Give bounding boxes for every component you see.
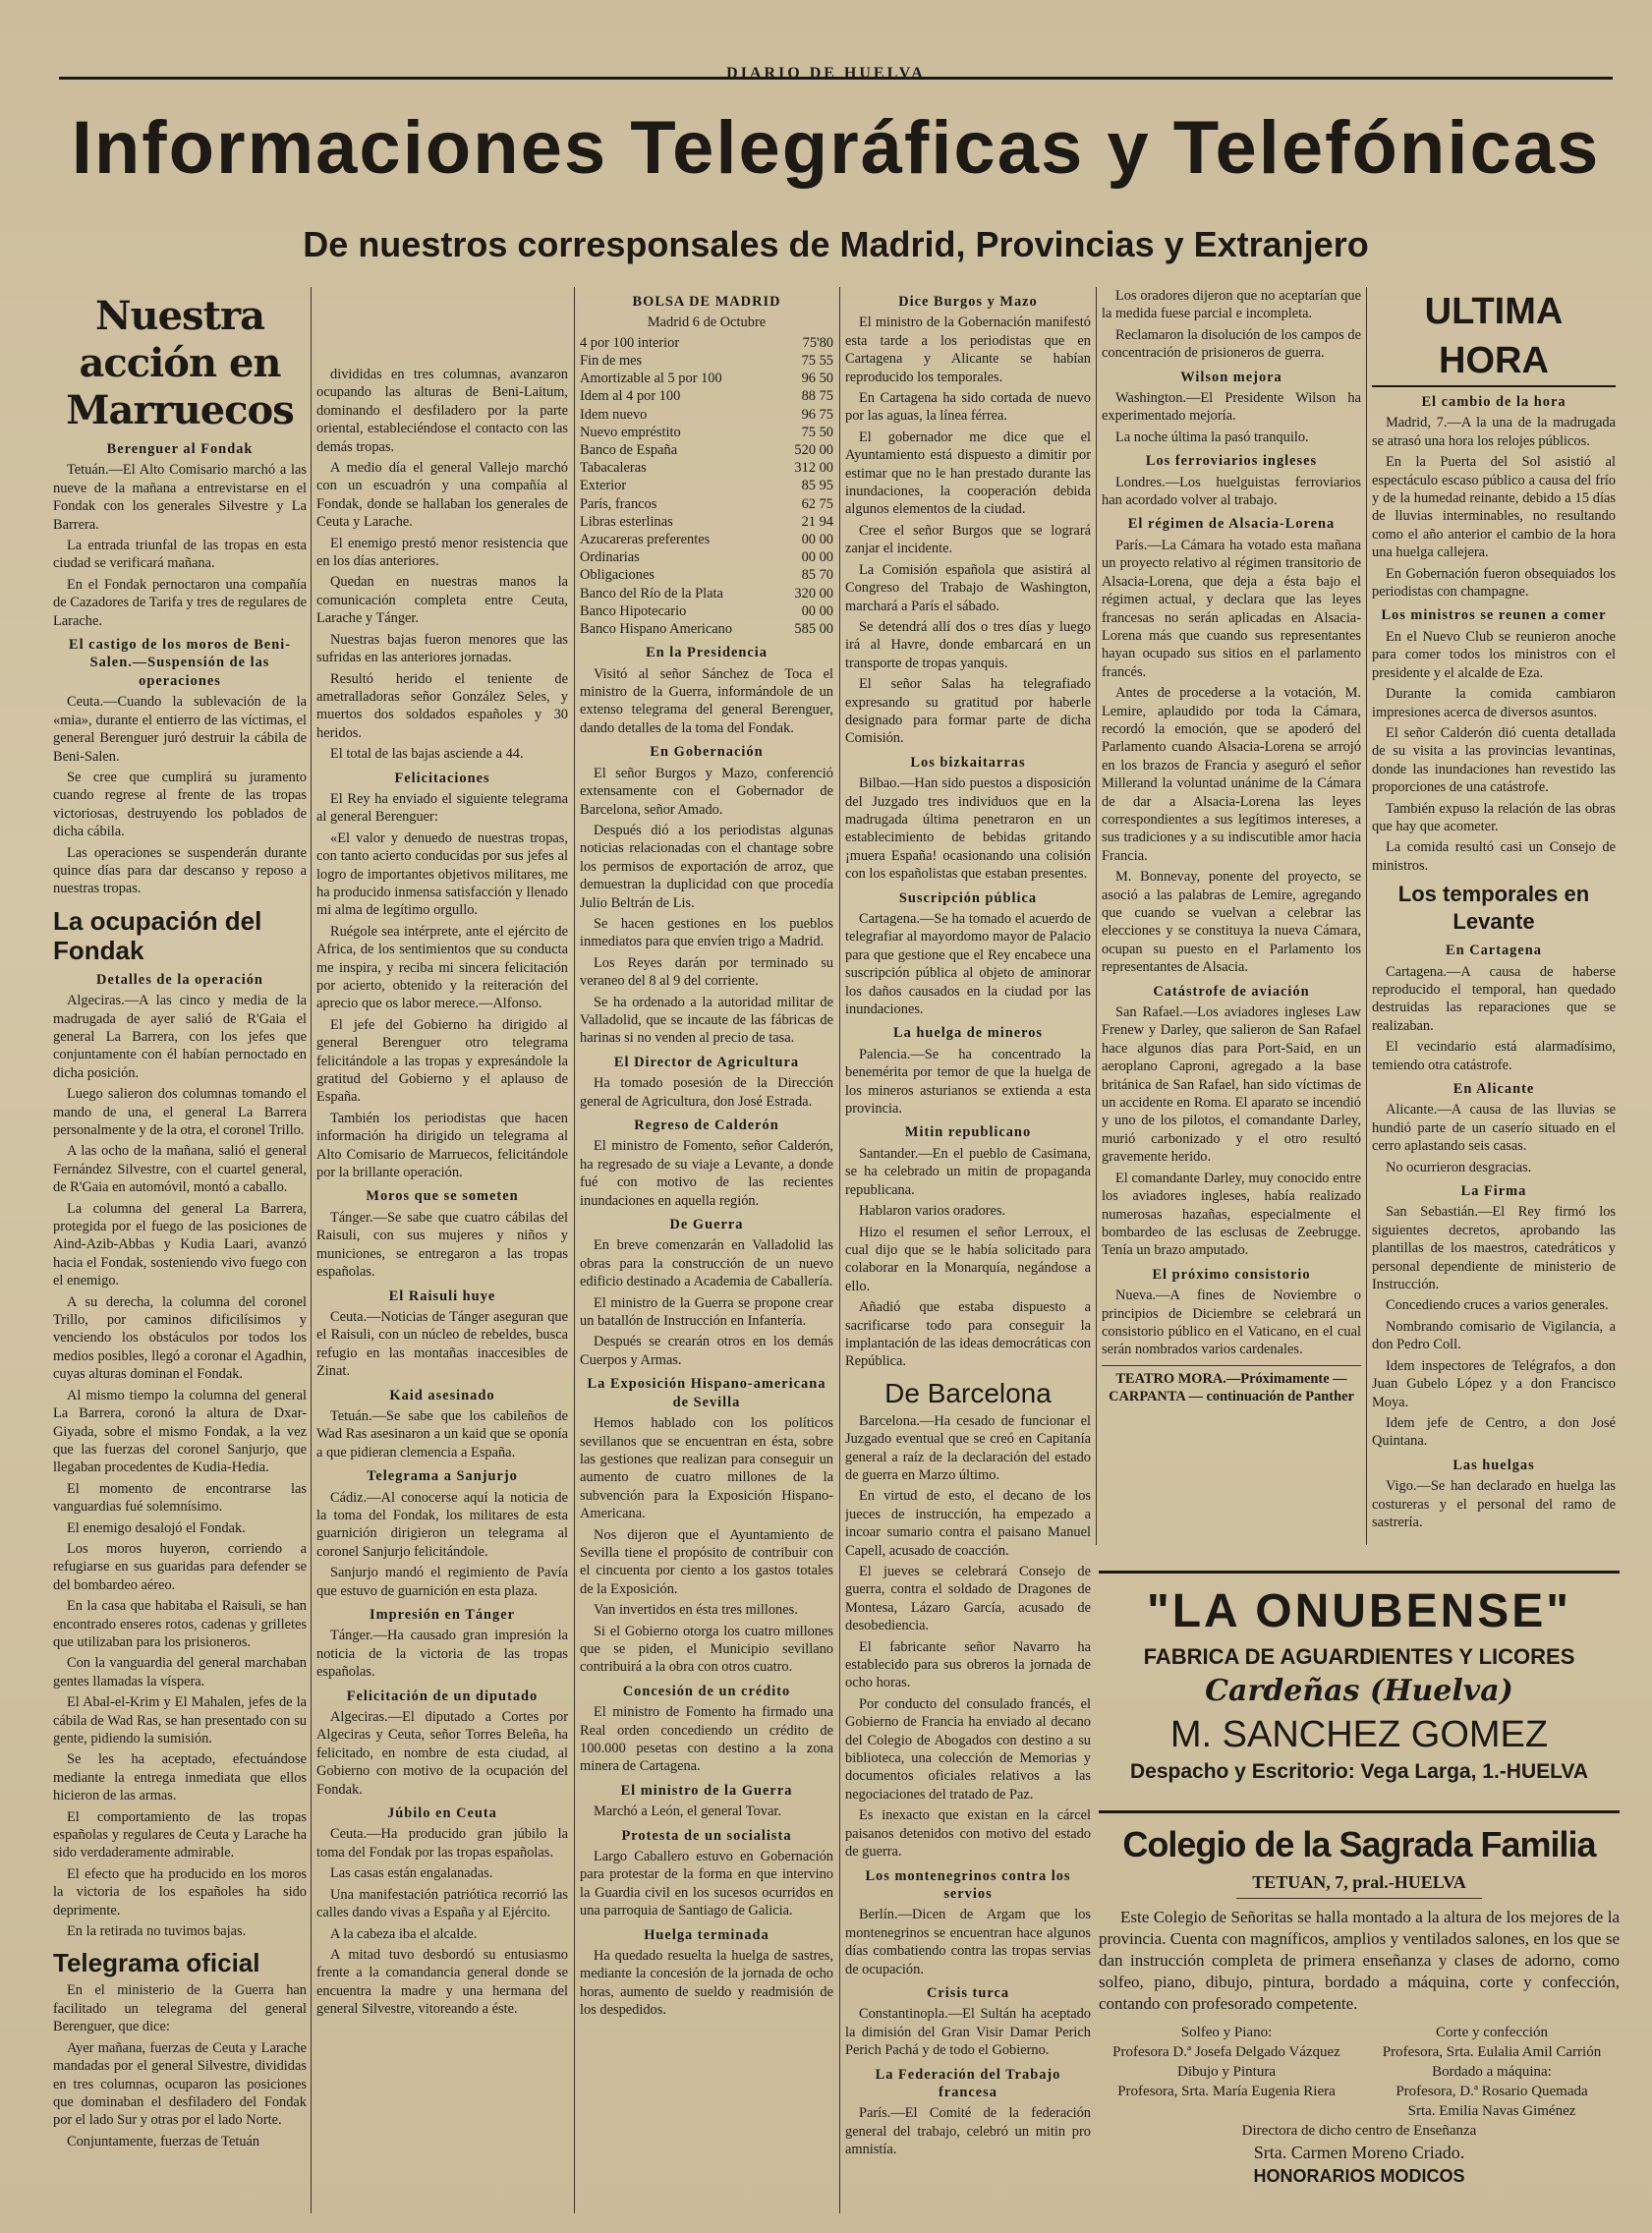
paragraph: El señor Salas ha telegrafiado expresando su gratitud por haberle designado para formar parte de dicha Comisión. [845,676,1091,747]
paragraph: Santander.—En el pueblo de Casimana, se ha celebrado un mitin de propaganda republicana. [845,1145,1091,1198]
paragraph: Nombrando comisario de Vigilancia, a don Pedro Coll. [1372,1318,1616,1353]
subheading: Regreso de Calderón [634,1117,779,1134]
paragraph: divididas en tres columnas, avanzaron ocupando las alturas de Beni-Laitum, dominando el desfiladero por la parte oriental, estableciéndose el contacto con las demás tropas. [316,367,568,455]
column-1 [53,287,307,2213]
paragraph: En el Nuevo Club se reunieron anoche para comer todos los ministros con el presidente y el alcalde de Eza. [1372,628,1616,681]
subheading: El ministro de la Guerra [620,1782,793,1799]
bolsa-row [580,334,833,352]
teacher-name: Profesora, Srta. Eulalia Amil Carrión [1382,2044,1602,2060]
paragraph: En la casa que habitaba el Raisuli, se han encontrado enseres rotos, cadenas y grilletes que utilizaban para los prisioneros. [53,1598,307,1650]
paragraph: Se detendrá allí dos o tres días y luego irá al Havre, donde embarcará en un transporte de tropas yanquis. [845,618,1091,671]
paragraph: Tetuán.—Se sabe que los cabileños de Wad Ras asesinaron a un kaid que se oponía a que pidieran clemencia a España. [316,1407,568,1460]
paragraph: Hizo el resumen el señor Lerroux, el cual dijo que se le había solicitado para colaborar en la Monarquía, negándose a ello. [845,1224,1091,1294]
paragraph: Algeciras.—A las cinco y media de la madrugada de ayer salió de R'Gaia el general La Barrera, con los jefes que conjuntamente con él habían pernoctado en dicha posición. [53,993,307,1081]
bolsa-name: Amortizable al 5 por 100 [580,371,722,387]
paragraph: Añadió que estaba dispuesto a sacrificarse todo para conseguir la implantación de las ideas democráticas con República. [845,1299,1091,1370]
paragraph: Antes de procederse a la votación, M. Lemire, aplaudido por toda la Cámara, recordó la emoción, que se apoderó del Parlamento cuando Alsacia-Lorena se arrojó en los brazos de Francia y aseguró el señor Millerand la voluntad unánime de la Cámara de dar a Alsacia-Lorena las leyes correspondientes a sus legítimos intereses, a sus tradiciones y a su indiscutible amor hacia Francia. [1102,685,1361,864]
paragraph: Una manifestación patriótica recorrió las calles dando vivas a España y al Ejército. [316,1886,568,1921]
paragraph: La entrada triunfal de las tropas en esta ciudad se verificará mañana. [53,538,307,572]
subheading: El Director de Agricultura [613,1054,800,1070]
bolsa-row [580,566,833,584]
paragraph: Al mismo tiempo la columna del general La Barrera, coronó la altura de Dxar-Giyada, sobre el mismo Fondak, a la vez que las fuerzas del coronel Sanjurjo, que llegaban procedentes de Kudia-Hedia. [53,1387,307,1476]
paragraph: El señor Burgos y Mazo, conferenció extensamente con el Gobernador de Barcelona, señor Amado. [580,765,833,818]
subheading: La Exposición Hispano-americana de Sevilla [587,1376,826,1410]
section-heading: Telegrama oficial [53,1948,260,1978]
paragraph: En breve comenzarán en Valladolid las obras para la construcción de un nuevo edificio destinado a Academia de Caballería. [580,1237,833,1290]
paragraph: Sanjurjo mandó el regimiento de Pavía que estuvo de guarnición en esta plaza. [316,1565,568,1599]
subheading: Los ministros se reunen a comer [1381,607,1607,624]
ad-teachers [1099,2023,1620,2121]
bolsa-row [580,602,833,620]
paragraph: Las operaciones se suspenderán durante quince días para dar descanso y reposo a nuestras tropas. [53,844,307,897]
subheading: Los montenegrinos contra los servios [865,1867,1071,1902]
paragraph: La Comisión española que asistirá al Congreso del Trabajo de Washington, marchará a París el sábado. [845,561,1091,614]
paragraph: Ceuta.—Ha producido gran júbilo la toma del Fondak por las tropas españolas. [316,1826,568,1861]
paragraph: Es inexacto que existan en la cárcel paisanos detenidos con motivo del estado de guerra. [845,1807,1091,1861]
paragraph: A las ocho de la mañana, salió el general Fernández Silvestre, con el cuartel general, de R'Gaia en automóvil, montó a caballo. [53,1143,307,1196]
honorarios: HONORARIOS MODICOS [1253,2166,1465,2186]
paragraph: El jefe del Gobierno ha dirigido al general Berenguer otro telegrama felicitándole a las tropas y expresándole la gratitud del Gobierno y el aplauso de España. [316,1016,568,1106]
teachers-left [1099,2023,1354,2121]
paragraph: El efecto que ha producido en los moros la victoria de los españoles ha sido deprimente. [53,1865,307,1918]
paragraph: Tetuán.—El Alto Comisario marchó a las nueve de la mañana a entrevistarse en el Fondak con los generales Silvestre y La Barrera. [53,462,307,533]
paragraph: Resultó herido el teniente de ametralladoras señor González Seles, y muertos dos soldados españoles y 30 heridos. [316,670,568,741]
bolsa-value: 62 75 [801,495,833,512]
theatre-notice: TEATRO MORA.—Próximamente — CARPANTA — continuación de Panther [1102,1365,1361,1406]
subheading: En la Presidencia [646,645,768,661]
directora-name: Srta. Carmen Moreno Criado. [1253,2143,1465,2162]
bolsa-row [580,352,833,370]
paragraph: San Sebastián.—El Rey firmó los siguientes decretos, aprobando las plantillas de los maestros, catedráticos y personal dependiente de ministerio de Instrucción. [1372,1204,1616,1293]
teacher-name: Profesora D.ª Josefa Delgado Vázquez [1112,2044,1340,2060]
subheading: Impresión en Tánger [370,1607,515,1623]
bolsa-name: Banco del Río de la Plata [580,585,723,601]
column-2 [316,366,568,2213]
paragraph: Se hacen gestiones en los pueblos inmediatos para que envíen trigo a Madrid. [580,915,833,950]
bolsa-name: Exterior [580,478,627,494]
bolsa-name: 4 por 100 interior [580,334,680,351]
paragraph: Idem jefe de Centro, a don José Quintana. [1372,1414,1616,1450]
paragraph: Constantinopla.—El Sultán ha aceptado la dimisión del Gran Visir Damar Perich Perich Pachá y de todo el Gobierno. [845,2006,1091,2059]
bolsa-name: Libras esterlinas [580,513,673,530]
directora-label: Directora de dicho centro de Enseñanza [1241,2123,1477,2139]
subheading: Los ferroviarios ingleses [1145,453,1318,470]
paragraph: Se les ha aceptado, efectuándose mediante la entrega inmediata que ellos hicieron de las armas. [53,1751,307,1804]
paragraph: El ministro de Fomento, señor Calderón, ha regresado de su viaje a Levante, a donde fué con motivo de las recientes inundaciones en aquella región. [580,1138,833,1209]
teacher-heading: Bordado a máquina: [1432,2064,1552,2080]
subheading: Las huelgas [1453,1457,1535,1473]
ad-line: FABRICA DE AGUARDIENTES Y LICORES [1143,1644,1575,1669]
paragraph: Tánger.—Se sabe que cuatro cábilas del Raisuli, con sus mujeres y niños y municiones, se entregaron a las tropas españolas. [316,1209,568,1281]
paragraph: En la Puerta del Sol asistió al espectáculo escaso público a causa del frío y de la humedad reinante, debido a 15 días de lluvias interminables, no resultando como el año anterior el cambio de la hora una huelga callejera. [1372,454,1616,561]
paragraph: Vigo.—Se han declarado en huelga las costureras y el personal del ramo de sastrería. [1372,1478,1616,1530]
subheading: Júbilo en Ceuta [387,1805,497,1822]
column-rule [311,287,312,2213]
paragraph: Los Reyes darán por terminado su veraneo del 8 al 9 del corriente. [580,954,833,990]
paragraph: Quedan en nuestras manos la comunicación completa entre Ceuta, Larache y Tánger. [316,574,568,627]
paragraph: El enemigo desalojó el Fondak. [67,1519,246,1536]
ad-line: Cardeñas (Huelva) [1205,1674,1513,1708]
subheading: En Alicante [1453,1081,1535,1097]
bolsa-row [580,477,833,494]
subheading: En Gobernación [650,744,764,761]
ad-address: TETUAN, 7, pral.-HUELVA [1236,1870,1482,1899]
paragraph: Después dió a los periodistas algunas noticias relacionadas con el chantage sobre los permisos de exportación de arroz, que demuestran la duplicidad con que procedía Julio Beltrán de Lis. [580,822,833,911]
bolsa-table [580,334,833,638]
paragraph: Cartagena.—A causa de haberse reproducido el temporal, han quedado destruidas las reparaciones que se realizaban. [1372,963,1616,1034]
paragraph: Reclamaron la disolución de los campos de concentración de prisioneros de guerra. [1102,326,1361,362]
subheading: Felicitaciones [394,770,490,786]
subheading: En Cartagena [1446,943,1542,959]
subheading: Mitin republicano [904,1124,1032,1141]
masthead-subtitle: De nuestros corresponsales de Madrid, Provincias y Extranjero [303,224,1369,264]
bolsa-name: Azucareras preferentes [580,532,711,548]
bolsa-row [580,424,833,441]
ad-colegio [1099,1810,1620,2226]
paragraph: Washington.—El Presidente Wilson ha experimentado mejoría. [1102,390,1361,425]
bolsa-heading: BOLSA DE MADRID [632,294,781,310]
paragraph: Ha quedado resuelta la huelga de sastres, mediante la concesión de la jornada de ocho horas, aumento de sueldo y readmisión de los despedidos. [580,1948,833,2019]
paragraph: En el ministerio de la Guerra han facilitado un telegrama del general Berenguer, que dice: [53,1982,307,2035]
bolsa-name: Tabacaleras [580,460,647,477]
section-heading: Los temporales en Levante [1397,882,1590,935]
subheading: La Firma [1460,1183,1527,1200]
paragraph: El Abal-el-Krim y El Mahalen, jefes de la cábila de Wad Ras, se han presentado con su gente, pidiendo la sumisión. [53,1694,307,1746]
bolsa-name: Nuevo empréstito [580,424,681,440]
bolsa-name: Idem al 4 por 100 [580,388,681,405]
subheading: La Federación del Trabajo francesa [875,2066,1061,2100]
masthead: Informaciones Telegráficas y Telefónicas [71,106,1601,190]
bolsa-row [580,387,833,405]
subheading: De Guerra [669,1217,744,1233]
subheading: Dice Burgos y Mazo [898,294,1038,310]
ad-la-onubense [1099,1571,1620,1809]
paragraph: Los moros huyeron, corriendo a refugiarse en sus guaridas para defender se del bombardeo aéreo. [53,1540,307,1593]
subheading: Wilson mejora [1180,369,1282,385]
paragraph: Por conducto del consulado francés, el Gobierno de Francia ha enviado al decano del Colegio de Abogados con destino a su biblioteca, una colección de Memorias y documentos oficiales relativos a las negociaciones del tratado de Paz. [845,1695,1091,1803]
paragraph: Idem inspectores de Telégrafos, a don Juan Gubelo López y a don Francisco Moya. [1372,1357,1616,1410]
subheading: Suscripción pública [898,889,1038,906]
paragraph: En el Fondak pernoctaron una compañía de Cazadores de Tarifa y tres de regulares de Larache. [53,576,307,629]
paragraph: Algeciras.—El diputado a Cortes por Algeciras y Ceuta, señor Torres Beleña, ha felicitado, en nombre de esta ciudad, al Gobierno con motivo de la ocupación del Fondak. [316,1709,568,1798]
column-5 [1102,287,1361,1565]
paragraph: Ayer mañana, fuerzas de Ceuta y Larache mandadas por el general Silvestre, divididas en tres columnas, ocuparon las posiciones que dominaban el desfiladero del Fondak por el lado Sur y otras por el lado Norte. [53,2039,307,2129]
paragraph: A medio día el general Vallejo marchó con un escuadrón y una compañía al Fondak, donde se hallaban los generales de Ceuta y Larache. [316,460,568,531]
paragraph: También expuso la relación de las obras que hay que acometer. [1372,800,1616,834]
paragraph: Se ha ordenado a la autoridad militar de Valladolid, que se incaute de las fábricas de harinas si no venden al precio de tasa. [580,994,833,1047]
paragraph: También los periodistas que hacen información ha dirigido un telegrama al Alto Comisario de Marruecos, felicitándole por la brillante operación. [316,1110,568,1181]
subheading: Telegrama a Sanjurjo [367,1468,518,1485]
subheading: La huelga de mineros [892,1025,1044,1042]
top-rule [59,77,1613,80]
paragraph: Nuestras bajas fueron menores que las sufridas en las anteriores jornadas. [316,631,568,666]
subheading: El régimen de Alsacia-Lorena [1127,516,1336,533]
subheading: El castigo de los moros de Beni-Salen.—Suspensión de las operaciones [68,637,291,689]
paragraph: El vecindario está alarmadísimo, temiendo otra catástrofe. [1372,1039,1616,1073]
paragraph: Berlín.—Dicen de Argam que los montenegrinos se encuentran hace algunos días combatiendo contra las tropas servias de ocupación. [845,1907,1091,1977]
bolsa-value: 85 70 [801,567,833,584]
paragraph: Hablaron varios oradores. [859,1203,1006,1220]
paragraph: «El valor y denuedo de nuestras tropas, con tanto acierto conducidas por sus jefes al logro de importantes objetivos militares, me ha producido inmensa satisfacción y llenado mi alma de legítimo orgullo. [316,830,568,919]
bolsa-row [580,370,833,387]
ad-title: "LA ONUBENSE" [1146,1585,1572,1637]
paragraph: Bilbao.—Han sido puestos a disposición del Juzgado tres individuos que en la madrugada última penetraron en un establecimiento de bebidas gritando ¡muera España! ocasionando una colisión con los españolistas que estaban presentes. [845,775,1091,883]
bolsa-name: Banco de España [580,442,678,459]
paragraph: El ministro de la Gobernación manifestó esta tarde a los periodistas que en Cartagena y Alicante se habían reproducido los temporales. [845,315,1091,385]
bolsa-value: 320 00 [794,585,833,601]
bolsa-name: Idem nuevo [580,406,648,423]
bolsa-value: 520 00 [794,442,833,459]
bolsa-name: Banco Hispano Americano [580,621,733,638]
subheading: El Raisuli huye [388,1288,496,1304]
paragraph: Cádiz.—Al conocerse aquí la noticia de la toma del Fondak, los militares de esta guarnición dirigieron un telegrama al coronel Sanjurjo felicitándole. [316,1489,568,1560]
paragraph: Van invertidos en ésta tres millones. [594,1602,798,1619]
paragraph: La columna del general La Barrera, protegida por el fuego de las posiciones de Aind-Azib-Abbas y Kudia Laari, avanzó hacia el Fondak, sosteniendo vivo fuego con el enemigo. [53,1200,307,1289]
paragraph: Con la vanguardia del general marchaban gentes llamadas la víspera. [53,1655,307,1689]
bolsa-value: 85 95 [801,478,833,494]
teacher-heading: Dibujo y Pintura [1177,2064,1276,2080]
bolsa-row [580,620,833,638]
paragraph: París.—El Comité de la federación general del trabajo, celebró un mitin pro amnistía. [845,2105,1091,2158]
column-rule [574,287,575,2213]
paragraph: Después se crearán otros en los demás Cuerpos y Armas. [580,1334,833,1368]
column-rule [1366,287,1367,1545]
bolsa-value: 585 00 [794,621,833,638]
paragraph: El jueves se celebrará Consejo de guerra, contra el soldado de Dragones de Montesa, Lázaro García, acusado de desobediencia. [845,1564,1091,1634]
paragraph: El Rey ha enviado el siguiente telegrama al general Berenguer: [316,790,568,826]
paragraph: El enemigo prestó menor resistencia que en los días anteriores. [316,535,568,570]
running-head: DIARIO DE HUELVA [726,65,926,82]
bolsa-value: 00 00 [801,602,833,619]
ad-text: Este Colegio de Señoritas se halla montado a la altura de los mejores de la provincia. Cuenta con magníficos, amplios y ventilados salones, en los que se dan instrucción completa de primera enseñanza y clases de adorno, como solfeo, piano, dibujo, pintura, bordado a máquina, corte y confección, contando con profesorado competente. [1099,1908,1620,2013]
paragraph: Nos dijeron que el Ayuntamiento de Sevilla tiene el propósito de contribuir con el cincuenta por ciento a los gastos totales de la Exposición. [580,1526,833,1597]
paragraph: En virtud de esto, el decano de los jueces de instrucción, ha empezado a incoar sumario contra el paisano Manuel Capell, acusado de coacción. [845,1488,1091,1559]
subheading: Concesión de un crédito [622,1683,791,1699]
paragraph: Se cree que cumplirá su juramento cuando regrese al frente de las tropas victoriosas, destruyendo los poblados de dicha cábila. [53,769,307,840]
paragraph: Ceuta.—Noticias de Tánger aseguran que el Raisuli, con un núcleo de rebeldes, busca refugio en las montañas inaccesibles de Zinat. [316,1308,568,1380]
bolsa-name: Fin de mes [580,353,643,370]
paragraph: París.—La Cámara ha votado esta mañana un proyecto relativo al régimen transitorio de Alsacia-Lorena, que deja a ésta bajo el régimen actual, y declara que las leyes francesas no serán aplicadas en Alsacia-Lorena más que cuando sus representantes hayan ocupado sus sitios en el parlamento francés. [1102,537,1361,680]
paragraph: Londres.—Los huelguistas ferroviarios han acordado volver al trabajo. [1102,474,1361,509]
paragraph: Nueva.—A fines de Noviembre o principios de Diciembre se celebrará un consistorio público en el Vaticano, en el cual serán nombrados varios cardenales. [1102,1288,1361,1358]
bolsa-name: Banco Hipotecario [580,602,687,619]
bolsa-row [580,548,833,566]
bolsa-value: 21 94 [801,513,833,530]
paragraph: El ministro de la Guerra se propone crear un batallón de Instrucción en Infantería. [580,1294,833,1330]
ad-title: Colegio de la Sagrada Familia [1122,1824,1596,1864]
bolsa-value: 00 00 [801,532,833,548]
bolsa-name: Ordinarias [580,549,640,566]
subheading: Crisis turca [926,1984,1010,2001]
bolsa-row [580,513,833,531]
bolsa-row [580,406,833,424]
bolsa-row [580,585,833,602]
paragraph: A su derecha, la columna del coronel Trillo, por caminos dificilísimos y venciendo los obstáculos por todos los medios posibles, llegó a coronar el Agadhin, cuyas alturas dominan el Fondak. [53,1293,307,1383]
paragraph: Ruégole sea intérprete, ante el ejército de Africa, de los sentimientos que su conducta me inspira, y reciba mi sincera felicitación por acierto, obtenido y la reiteración del aprecio que os labor merece.—Alfonso. [316,923,568,1012]
column-rule [839,287,840,2213]
paragraph: M. Bonnevay, ponente del proyecto, se asoció a las palabras de Lemire, agregando que cuando se vuelvan a celebrar las elecciones y se constituya la nueva Cámara, ocupan su puesto en el Parlamento los representantes de Alsacia. [1102,869,1361,976]
subheading: Protesta de un socialista [621,1827,792,1844]
subheading: Felicitación de un diputado [346,1688,539,1704]
bolsa-value: 96 50 [801,371,833,387]
teacher-heading: Solfeo y Piano: [1180,2025,1273,2040]
paragraph: Madrid, 7.—A la una de la madrugada se atrasó una hora los relojes públicos. [1372,415,1616,449]
teacher-name: Profesora, Srta. María Eugenia Riera [1117,2084,1336,2099]
paragraph: Ha tomado posesión de la Dirección general de Agricultura, don José Estrada. [580,1075,833,1110]
paragraph: Tánger.—Ha causado gran impresión la noticia de la victoria de las tropas españolas. [316,1628,568,1681]
bolsa-row [580,459,833,477]
ad-owner: M. SANCHEZ GOMEZ [1169,1714,1549,1755]
subheading: El cambio de la hora [1421,394,1567,410]
paragraph: El total de las bajas asciende a 44. [330,746,524,763]
column-4 [845,287,1091,2213]
bolsa-value: 00 00 [801,549,833,566]
paragraph: A mitad tuvo desbordó su entusiasmo frente a la comandancia general donde se encuentra la madre y una hermana del general Silvestre, vitoreando a éste. [316,1946,568,2018]
bolsa-row [580,441,833,459]
paragraph: Ceuta.—Cuando la sublevación de la «mia», durante el entierro de las víctimas, el general Berenguer juró destruir la cábila de Beni-Salen. [53,694,307,765]
paragraph: No ocurrieron desgracias. [1386,1159,1532,1175]
paragraph: El comportamiento de las tropas españolas y regulares de Ceuta y Larache ha sido verdaderamente admirable. [53,1808,307,1861]
column-6 [1372,287,1616,1565]
bolsa-value: 88 75 [801,388,833,405]
paragraph: Hemos hablado con los políticos sevillanos que se encuentran en ésta, sobre las gestiones que realizan para conseguir un aumento de cuatro millones de la subvención para la Exposición Hispano-Americana. [580,1415,833,1522]
bolsa-value: 75'80 [802,334,833,351]
article-title: Nuestra acción en Marruecos [66,293,294,433]
paragraph: Palencia.—Se ha concentrado la benemérita por temor de que la huelga de los mineros asturianos se extienda a esta provincia. [845,1046,1091,1117]
paragraph: En la retirada no tuvimos bajas. [67,1923,247,1940]
paragraph: Cartagena.—Se ha tomado el acuerdo de telegrafiar al mayordomo mayor de Palacio para que gestione que el Rey encabece una suscripción pública al objeto de aminorar los daños causados en la ciudad por las inundaciones. [845,911,1091,1018]
paragraph: El señor Calderón dió cuenta detallada de su visita a las provincias levantinas, donde las inundaciones han revestido las proporciones de una catástrofe. [1372,724,1616,796]
paragraph: El momento de encontrarse las vanguardias fué solemnísimo. [53,1480,307,1516]
teacher-name: Srta. Emilia Navas Giménez [1407,2103,1576,2119]
paragraph: El ministro de Fomento ha firmado una Real orden concediendo un crédito de 100.000 pesetas con destino a la zona minera de Cartagena. [580,1704,833,1775]
paragraph: A la cabeza iba el alcalde. [330,1925,478,1942]
bolsa-date: Madrid 6 de Octubre [647,315,767,331]
paragraph: La noche última la pasó tranquilo. [1115,429,1309,445]
paragraph: Alicante.—A causa de las lluvias se hundió parte de un caserío situado en el cerro aplastando seis casas. [1372,1102,1616,1155]
bolsa-value: 75 55 [801,353,833,370]
paragraph: El gobernador me dice que el Ayuntamiento está dispuesto a dimitir por estimar que no le han prestado durante las inundaciones, la cooperación debida algunos elementos de la ciudad. [845,429,1091,518]
paragraph: Conjuntamente, fuerzas de Tetuán [67,2133,260,2149]
section-heading: De Barcelona [884,1377,1052,1408]
subheading: Detalles de la operación [96,971,263,988]
paragraph: Si el Gobierno otorga los cuatro millones que se piden, el Municipio sevillano contribuirá a la obra con otros cuatro. [580,1623,833,1676]
subheading: Catástrofe de aviación [1153,983,1310,1000]
bolsa-value: 312 00 [794,460,833,477]
ultima-hora-title: ULTIMA HORA [1372,287,1616,387]
teacher-name: Profesora, D.ª Rosario Quemada [1396,2084,1588,2099]
paragraph: Concediendo cruces a varios generales. [1386,1297,1609,1314]
paragraph: Las casas están engalanadas. [330,1865,493,1882]
ad-address: Despacho y Escritorio: Vega Larga, 1.-HUELVA [1129,1760,1589,1783]
teachers-right [1364,2023,1620,2121]
paragraph: El fabricante señor Navarro ha establecido para sus obreros la jornada de ocho horas. [845,1638,1091,1691]
subheading: Los bizkaitarras [910,754,1026,771]
paragraph: En Gobernación fueron obsequiados los periodistas con champagne. [1372,565,1616,601]
bolsa-value: 96 75 [801,406,833,423]
paragraph: Luego salieron dos columnas tomando el mando de una, el general La Barrera personalmente y de la otra, el coronel Trillo. [53,1086,307,1138]
column-rule [1096,287,1097,1545]
paragraph: Visitó al señor Sánchez de Toca el ministro de la Guerra, informándole de un extenso telegrama del general Berenguer, dando detalles de la toma del Fondak. [580,665,833,736]
bolsa-name: París, francos [580,495,657,512]
paragraph: Los oradores dijeron que no aceptarían que la medida fuese parcial e incompleta. [1102,288,1361,322]
column-3 [580,287,833,2213]
paragraph: El comandante Darley, muy conocido entre los aviadores ingleses, había realizado numerosas hazañas, especialmente el bombardeo de las esclusas de Zeebrugge. Tenía un brazo amputado. [1102,1170,1361,1259]
bolsa-row [580,495,833,513]
subheading: Moros que se someten [366,1188,519,1205]
paragraph: La comida resultó casi un Consejo de ministros. [1372,839,1616,874]
paragraph: Marchó a León, el general Tovar. [594,1804,781,1820]
subheading: Huelga terminada [644,1926,769,1943]
subheading: Berenguer al Fondak [106,441,254,457]
paragraph: Barcelona.—Ha cesado de funcionar el Juzgado eventual que se creó en Capitanía general a raíz de la declaración del estado de guerra en Marzo último. [845,1412,1091,1483]
paragraph: Cree el señor Burgos que se logrará zanjar el incidente. [845,522,1091,557]
subheading: Kaid asesinado [389,1387,495,1403]
teacher-heading: Corte y confección [1435,2025,1549,2040]
bolsa-row [580,531,833,548]
paragraph: Durante la comida cambiaron impresiones acerca de diversos asuntos. [1372,686,1616,720]
section-heading: La ocupación del Fondak [53,905,262,965]
paragraph: Largo Caballero estuvo en Gobernación para protestar de la forma en que intervino la Guardia civil en los sucesos ocurridos en una parroquia de Santiago de Galicia. [580,1849,833,1919]
bolsa-value: 75 50 [801,424,833,440]
paragraph: En Cartagena ha sido cortada de nuevo por las aguas, la línea férrea. [845,390,1091,425]
bolsa-name: Obligaciones [580,567,655,584]
subheading: El próximo consistorio [1152,1266,1311,1283]
paragraph: San Rafael.—Los aviadores ingleses Law Frenew y Darley, que salieron de San Rafael hace algunos días para Port-Said, en un aeroplano Caproni, agregado a la base británica de San Rafael, han sido víctimas de un accidente en Roma. El aparato se incendió y uno de los pilotos, el comandante Darley, murió carbonizado y el otro resultó gravemente herido. [1102,1004,1361,1166]
